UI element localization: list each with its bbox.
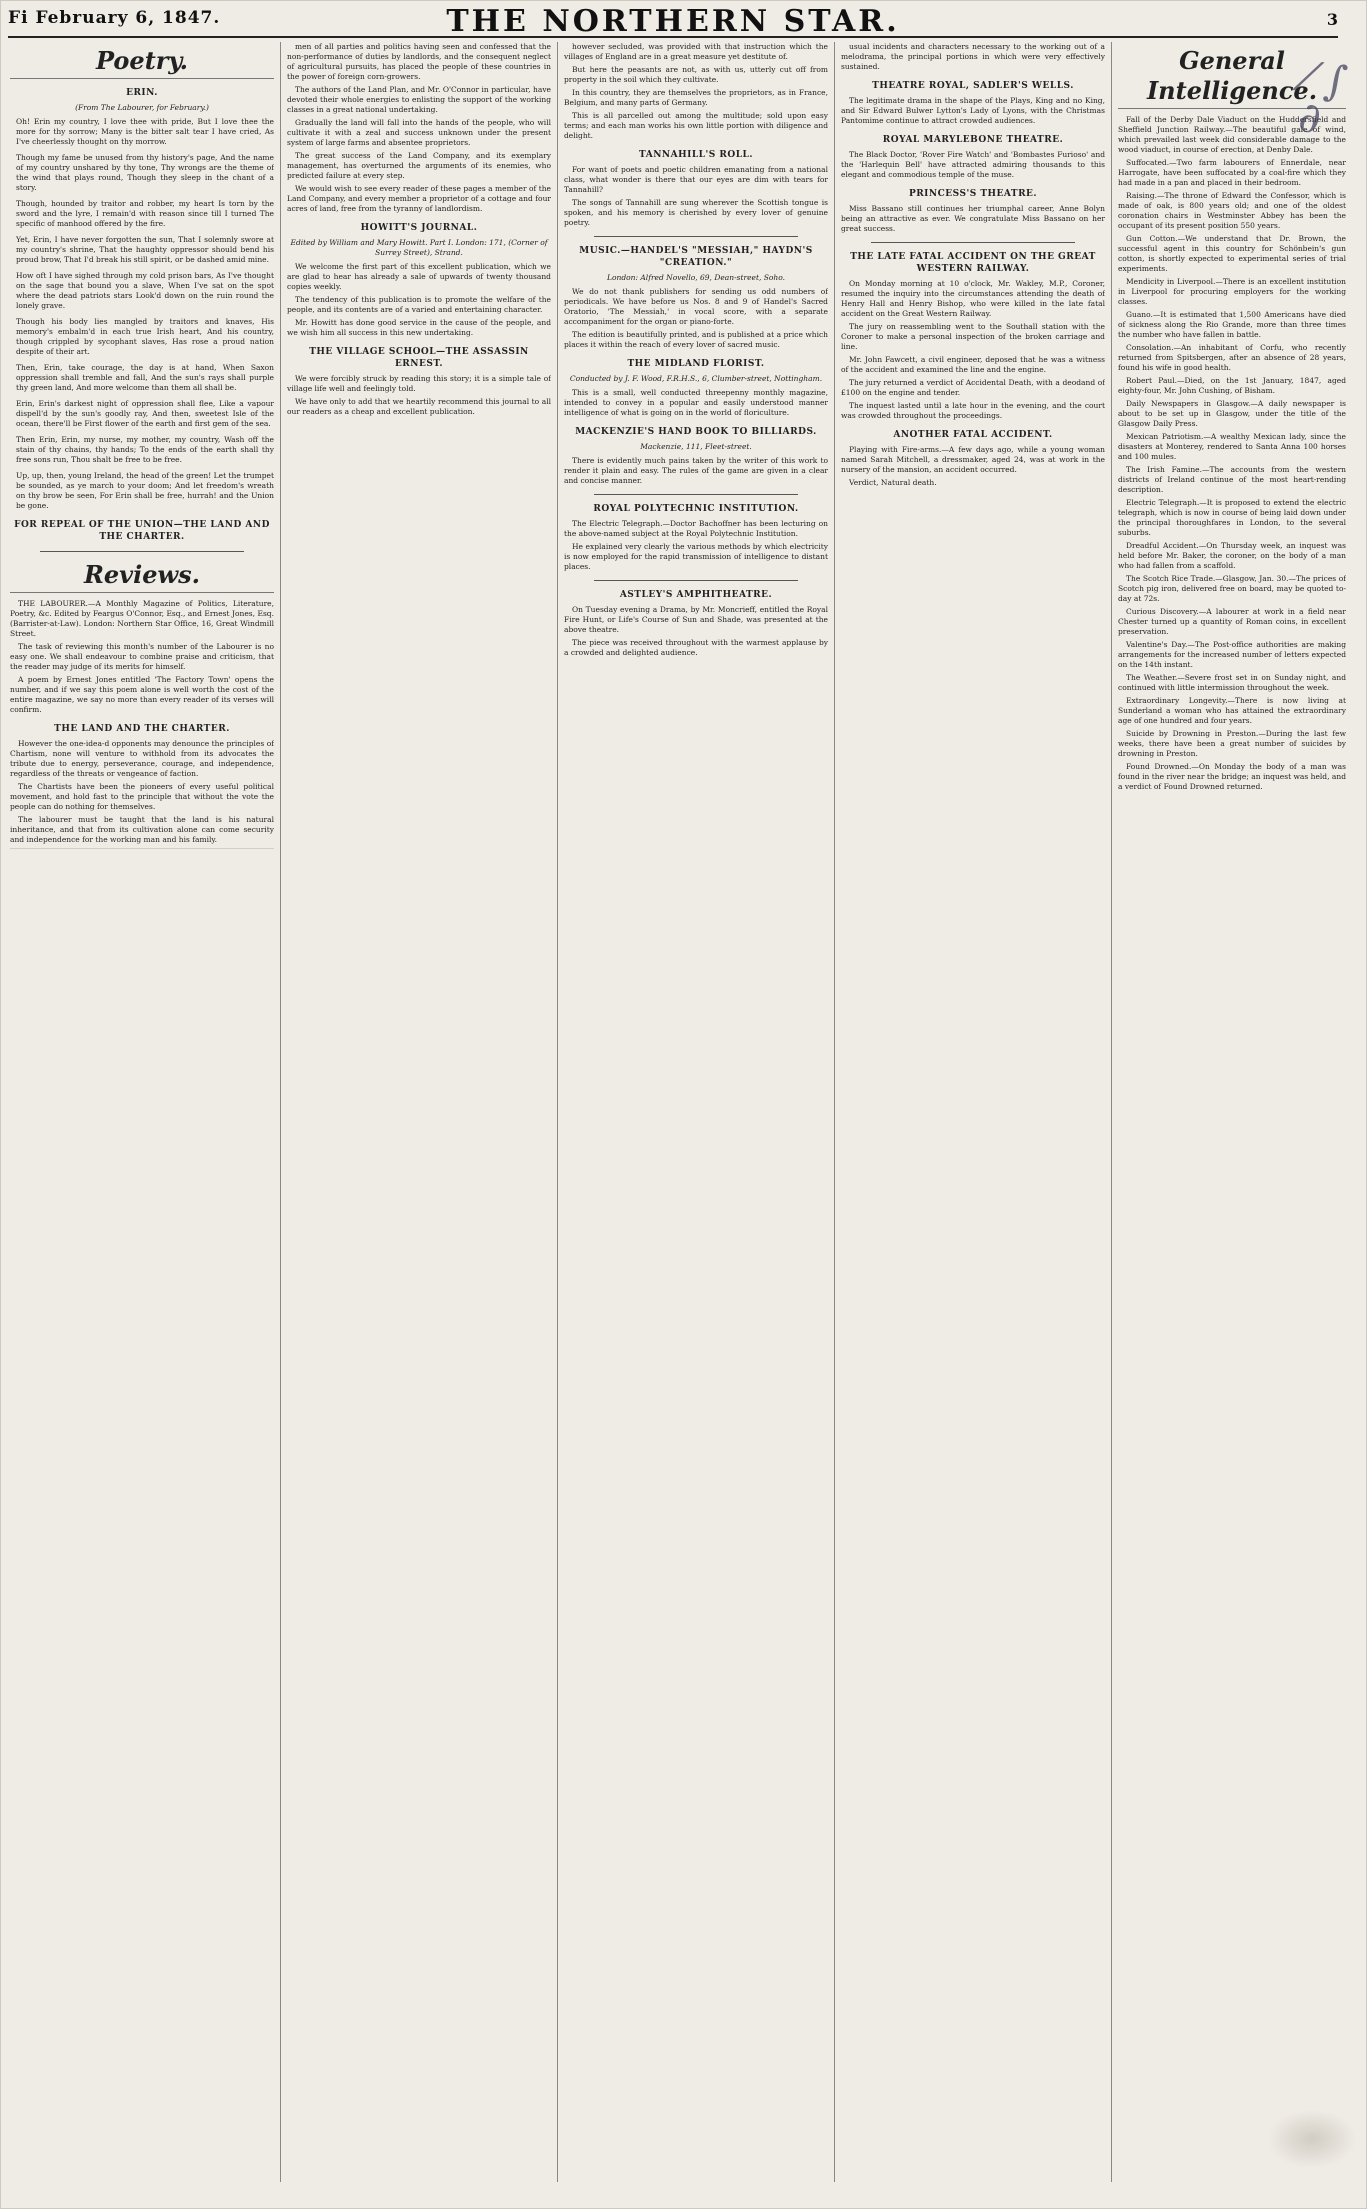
review-paragraph: However the one-idea-d opponents may denounce the principles of Chartism, none will venture to withhold from its advocates the tribute due to energy, perseverance, courage, and independence, regardless of the threats or vengeance of faction. [10, 739, 274, 778]
news-item: Consolation.—An inhabitant of Corfu, who recently returned from Spitsbergen, after an absence of 28 years, found his wife in good health. [1118, 343, 1346, 372]
poem-stanza: Though, hounded by traitor and robber, my heart Is torn by the sword and the lyre, I remain'd with reason since till I turned The specific of manhood offered by the fire. [16, 199, 274, 228]
news-item: Extraordinary Longevity.—There is now living at Sunderland a woman who has attained the extraordinary age of one hundred and four years. [1118, 696, 1346, 725]
news-item: Suffocated.—Two farm labourers of Ennerdale, near Harrogate, have been suffocated by a coal-fire which they had made in a pan and placed in their bedroom. [1118, 158, 1346, 187]
news-item: Suicide by Drowning in Preston.—During the last few weeks, there have been a great number of suicides by drowning in Preston. [1118, 729, 1346, 758]
poem-stanza: Then, Erin, take courage, the day is at hand, When Saxon oppression shall tremble and fall, And the sun's rays shall purple thy green land, And more welcome than them all shall be. [16, 363, 274, 392]
review-paragraph: A poem by Ernest Jones entitled 'The Factory Town' opens the number, and if we say this poem alone is well worth the cost of the entire magazine, we say no more than every reader of its verses will confirm. [10, 675, 274, 714]
divider [594, 236, 798, 237]
column-4 [841, 42, 1105, 2192]
news-item: Dreadful Accident.—On Thursday week, an inquest was held before Mr. Baker, the coroner, on the body of a man who had fallen from a scaffold. [1118, 541, 1346, 570]
column-divider [280, 42, 281, 2182]
news-item: Fall of the Derby Dale Viaduct on the Huddersfield and Sheffield Junction Railway.—The beautiful gale of wind, which prevailed last week did considerable damage to the wood viaduct, in course of erection, at Denby Dale. [1118, 115, 1346, 154]
article-paragraph: The legitimate drama in the shape of the Plays, King and no King, and Sir Edward Bulwer Lytton's Lady of Lyons, with the Christmas Pantomime continue to attract crowded audiences. [841, 96, 1105, 125]
poem-title: ERIN. [126, 88, 158, 98]
review-paragraph: Mr. Howitt has done good service in the cause of the people, and we wish him all success in this new undertaking. [287, 318, 551, 337]
page-number: 3 [1326, 10, 1338, 29]
review-paragraph: We have only to add that we heartily recommend this journal to all our readers as a cheap and excellent publication. [287, 397, 551, 416]
column-1 [10, 42, 274, 2192]
masthead [8, 2, 1338, 38]
news-item: Guano.—It is estimated that 1,500 Americans have died of sickness along the Rio Grande, more than three times the number who have fallen in battle. [1118, 310, 1346, 339]
article-imprint: London: Alfred Novello, 69, Dean-street, Soho. [607, 273, 785, 282]
article-heading: ANOTHER FATAL ACCIDENT. [893, 430, 1053, 440]
article-paragraph: however secluded, was provided with that instruction which the villages of England are in a great measure yet destitute of. [564, 42, 828, 61]
poem-source: (From The Labourer, for February.) [75, 103, 209, 112]
divider [594, 494, 798, 495]
article-paragraph: For want of poets and poetic children emanating from a national class, what wonder is there that our eyes are dim with tears for Tannahill? [564, 165, 828, 194]
review-paragraph: We were forcibly struck by reading this story; it is a simple tale of village life well and feelingly told. [287, 374, 551, 393]
article-paragraph: The edition is beautifully printed, and is published at a price which places it within the reach of every lover of sacred music. [564, 330, 828, 349]
article-paragraph: The authors of the Land Plan, and Mr. O'Connor in particular, have devoted their whole energies to enlisting the support of the working classes in a great national undertaking. [287, 85, 551, 114]
article-paragraph: The Black Doctor, 'Rover Fire Watch' and 'Bombastes Furioso' and the 'Harlequin Bell' have attracted admiring thousands to this elegant and commodious temple of the muse. [841, 150, 1105, 179]
article-paragraph: The songs of Tannahill are sung wherever the Scottish tongue is spoken, and his memory is cherished by every lover of genuine poetry. [564, 198, 828, 227]
article-paragraph: He explained very clearly the various methods by which electricity is now employed for the rapid transmission of intelligence to distant places. [564, 542, 828, 571]
article-paragraph: Miss Bassano still continues her triumphal career, Anne Bolyn being an attractive as ever. We congratulate Miss Bassano on her great success. [841, 204, 1105, 233]
page-smudge [1267, 2109, 1357, 2169]
article-paragraph: The jury returned a verdict of Accidental Death, with a deodand of £100 on the engine and tender. [841, 378, 1105, 397]
article-paragraph: Verdict, Natural death. [849, 478, 937, 487]
section-general-intelligence: General Intelligence. [1118, 46, 1346, 109]
article-heading: THE LATE FATAL ACCIDENT ON THE GREAT WESTERN RAILWAY. [850, 252, 1096, 274]
review-subheading: THE LAND AND THE CHARTER. [54, 724, 230, 734]
column-divider [1111, 42, 1112, 2182]
review-paragraph: The task of reviewing this month's number of the Labourer is no easy one. We shall endeavour to combine praise and criticism, that the reader may judge of its merits for himself. [10, 642, 274, 671]
poem-stanza: Yet, Erin, I have never forgotten the sun, That I solemnly swore at my country's shrine, That the haughty oppressor should bend his proud brow, That I'd break his still spirit, or be dashed amid mine. [16, 235, 274, 264]
poem-stanza: How oft I have sighed through my cold prison bars, As I've thought on the sage that bound you a slave, When I've sat on the spot where the dead patriots stars Look'd down on the ruin round the lonely grave. [16, 271, 274, 310]
review-paragraph: The Chartists have been the pioneers of every useful political movement, and hold fast to the principle that without the vote the people can do nothing for themselves. [10, 782, 274, 811]
review-paragraph: THE LABOURER.—A Monthly Magazine of Politics, Literature, Poetry, &c. Edited by Feargus O'Connor, Esq., and Ernest Jones, Esq. (Barrister-at-Law). London: Northern Star Office, 16, Great Windmill Street. [10, 599, 274, 638]
article-paragraph: We do not thank publishers for sending us odd numbers of periodicals. We have before us Nos. 8 and 9 of Handel's Sacred Oratorio, 'The Messiah,' in vocal score, with a separate accompaniment for the organ or piano-forte. [564, 287, 828, 326]
article-heading: ROYAL POLYTECHNIC INSTITUTION. [593, 504, 799, 514]
divider [871, 242, 1075, 243]
section-poetry: Poetry. [10, 46, 274, 79]
divider [40, 551, 244, 552]
news-item: Electric Telegraph.—It is proposed to extend the electric telegraph, which is now in course of being laid down under the principal thoroughfares in London, to the several suburbs. [1118, 498, 1346, 537]
column-5 [1118, 42, 1346, 2192]
article-paragraph: Playing with Fire-arms.—A few days ago, while a young woman named Sarah Mitchell, a dressmaker, aged 24, was at work in the nursery of the mansion, an accident occurred. [841, 445, 1105, 474]
article-paragraph: usual incidents and characters necessary to the working out of a melodrama, the principal portions in which were very effectively sustained. [841, 42, 1105, 71]
news-item: Raising.—The throne of Edward the Confessor, which is made of oak, is 800 years old; and one of the oldest coronation chairs in Westminster Abbey has been the occupant of its present position 550 years. [1118, 191, 1346, 230]
column-divider [557, 42, 558, 2182]
article-imprint: Conducted by J. F. Wood, F.R.H.S., 6, Clumber-street, Nottingham. [569, 374, 823, 383]
news-item: Gun Cotton.—We understand that Dr. Brown, the successful agent in this country for Schönbein's gun cotton, is shortly expected to experimental series of trial experiments. [1118, 234, 1346, 273]
poem-signoff: FOR REPEAL OF THE UNION—THE LAND AND THE CHARTER. [14, 520, 270, 542]
news-item: The Weather.—Severe frost set in on Sunday night, and continued with little intermission throughout the week. [1118, 673, 1346, 692]
article-imprint: Mackenzie, 111, Fleet-street. [640, 442, 752, 451]
article-paragraph: This is all parcelled out among the multitude; sold upon easy terms; and each man works his own little portion with diligence and delight. [564, 111, 828, 140]
article-heading: TANNAHILL'S ROLL. [639, 150, 753, 160]
article-heading: ASTLEY'S AMPHITHEATRE. [619, 590, 773, 600]
news-item: The Irish Famine.—The accounts from the western districts of Ireland continue of the most heart-rending description. [1118, 465, 1346, 494]
review-paragraph: The labourer must be taught that the land is his natural inheritance, and that from its cultivation alone can come security and independence for the working man and his family. [10, 815, 274, 844]
news-item: Mexican Patriotism.—A wealthy Mexican lady, since the disasters at Monterey, rendered to Santa Anna 100 horses and 100 mules. [1118, 432, 1346, 461]
article-heading: MACKENZIE'S HAND BOOK TO BILLIARDS. [575, 427, 817, 437]
article-heading: PRINCESS'S THEATRE. [908, 189, 1038, 199]
poem-stanza: Up, up, then, young Ireland, the head of the green! Let the trumpet be sounded, as ye march to your doom; And let freedom's wreath on thy brow be seen, For Erin shall be free, hurrah! and the Union be gone. [16, 471, 274, 510]
news-item: Mendicity in Liverpool.—There is an excellent institution in Liverpool for procuring employers for the working classes. [1118, 277, 1346, 306]
poem-stanza: Though his body lies mangled by traitors and knaves, His memory's embalm'd in each true Irish heart, And his country, though crippled by sycophant slaves, Has rose a proud nation despite of their art. [16, 317, 274, 356]
article-paragraph: Gradually the land will fall into the hands of the people, who will cultivate it with a zeal and success unknown under the present system of large farms and absentee proprietors. [287, 118, 551, 147]
poem-stanza: Erin, Erin's darkest night of oppression shall flee, Like a vapour dispell'd by the sun's goodly ray, And then, sweetest Isle of the ocean, there'll be First flower of the earth and first gem of the sea. [16, 399, 274, 428]
article-paragraph: But here the peasants are not, as with us, utterly cut off from property in the soil which they cultivate. [564, 65, 828, 84]
article-paragraph: On Monday morning at 10 o'clock, Mr. Wakley, M.P., Coroner, resumed the inquiry into the circumstances attending the death of Henry Hall and Henry Bishop, who were killed in the late fatal accident on the Great Western Railway. [841, 279, 1105, 318]
handwritten-margin-note: ⁄ ∫ ∂ [1295, 52, 1350, 144]
article-heading: THEATRE ROYAL, SADLER'S WELLS. [872, 81, 1074, 91]
divider [594, 580, 798, 581]
news-item: The Scotch Rice Trade.—Glasgow, Jan. 30.—The prices of Scotch pig iron, delivered free on board, may be quoted to-day at 72s. [1118, 574, 1346, 603]
article-paragraph: The Electric Telegraph.—Doctor Bachoffner has been lecturing on the above-named subject at the Royal Polytechnic Institution. [564, 519, 828, 538]
article-heading: ROYAL MARYLEBONE THEATRE. [882, 135, 1064, 145]
poem-stanza: Though my fame be unused from thy history's page, And the name of my country unshared by thy tone, Thy wrongs are the theme of the wind that plays round, Though they sleep in the chant of a story. [16, 153, 274, 192]
news-item: Found Drowned.—On Monday the body of a man was found in the river near the bridge; an inquest was held, and a verdict of Found Drowned returned. [1118, 762, 1346, 791]
article-paragraph: We would wish to see every reader of these pages a member of the Land Company, and every member a proprietor of a cottage and four acres of land, free from the tyranny of landlordism. [287, 184, 551, 213]
column-2 [287, 42, 551, 2192]
text-filler [10, 848, 274, 858]
news-item: Curious Discovery.—A labourer at work in a field near Chester turned up a quantity of Roman coins, in excellent preservation. [1118, 607, 1346, 636]
article-paragraph: The jury on reassembling went to the Southall station with the Coroner to make a personal inspection of the broken carriage and line. [841, 322, 1105, 351]
review-paragraph: We welcome the first part of this excellent publication, which we are glad to hear has already a sale of upwards of twenty thousand copies weekly. [287, 262, 551, 291]
review-heading: HOWITT'S JOURNAL. [360, 223, 478, 233]
article-paragraph: This is a small, well conducted threepenny monthly magazine, intended to convey in a popular and easily understood manner intelligence of what is going on in the world of floriculture. [564, 388, 828, 417]
article-paragraph: Mr. John Fawcett, a civil engineer, deposed that he was a witness of the accident and examined the line and the engine. [841, 355, 1105, 374]
poem-body [10, 117, 274, 511]
column-3 [564, 42, 828, 2192]
news-item: Daily Newspapers in Glasgow.—A daily newspaper is about to be set up in Glasgow, under the title of the Glasgow Daily Press. [1118, 399, 1346, 428]
review-imprint: Edited by William and Mary Howitt. Part I. London: 171, (Corner of Surrey Street), Strand. [290, 238, 548, 257]
column-divider [834, 42, 835, 2182]
article-heading: THE MIDLAND FLORIST. [627, 359, 765, 369]
review-heading: THE VILLAGE SCHOOL—THE ASSASSIN ERNEST. [309, 347, 529, 369]
article-paragraph: In this country, they are themselves the proprietors, as in France, Belgium, and many parts of Germany. [564, 88, 828, 107]
article-paragraph: On Tuesday evening a Drama, by Mr. Moncrieff, entitled the Royal Fire Hunt, or Life's Course of Sun and Shade, was presented at the above theatre. [564, 605, 828, 634]
article-paragraph: men of all parties and politics having seen and confessed that the non-performance of duties by landlords, and the consequent neglect of agricultural pursuits, has placed the people of these countries in the power of foreign corn-growers. [287, 42, 551, 81]
article-paragraph: The inquest lasted until a late hour in the evening, and the court was crowded throughout the proceedings. [841, 401, 1105, 420]
poem-stanza: Oh! Erin my country, I love thee with pride, But I love thee the more for thy sorrow; Many is the bitter salt tear I have cried, As I've cheerlessly thought on thy morrow. [16, 117, 274, 146]
article-paragraph: There is evidently much pains taken by the writer of this work to render it plain and easy. The rules of the game are given in a clear and concise manner. [564, 456, 828, 485]
review-paragraph: The tendency of this publication is to promote the welfare of the people, and its contents are of a varied and entertaining character. [287, 295, 551, 314]
section-reviews: Reviews. [10, 560, 274, 593]
news-item: Robert Paul.—Died, on the 1st January, 1847, aged eighty-four, Mr. John Cushing, of Bisham. [1118, 376, 1346, 395]
article-paragraph: The great success of the Land Company, and its exemplary management, has overturned the arguments of its enemies, who predicted failure at every step. [287, 151, 551, 180]
newspaper-title: THE NORTHERN STAR. [446, 4, 900, 39]
poem-stanza: Then Erin, Erin, my nurse, my mother, my country, Wash off the stain of thy chains, thy hands; To the ends of the earth shall thy free sons run, Thou shalt be free to be free. [16, 435, 274, 464]
article-heading: MUSIC.—HANDEL'S "MESSIAH," HAYDN'S "CREATION." [579, 246, 813, 268]
article-paragraph: The piece was received throughout with the warmest applause by a crowded and delighted audience. [564, 638, 828, 657]
issue-date: Fi February 6, 1847. [8, 8, 221, 28]
news-item: Valentine's Day.—The Post-office authorities are making arrangements for the increased number of letters expected on the 14th instant. [1118, 640, 1346, 669]
